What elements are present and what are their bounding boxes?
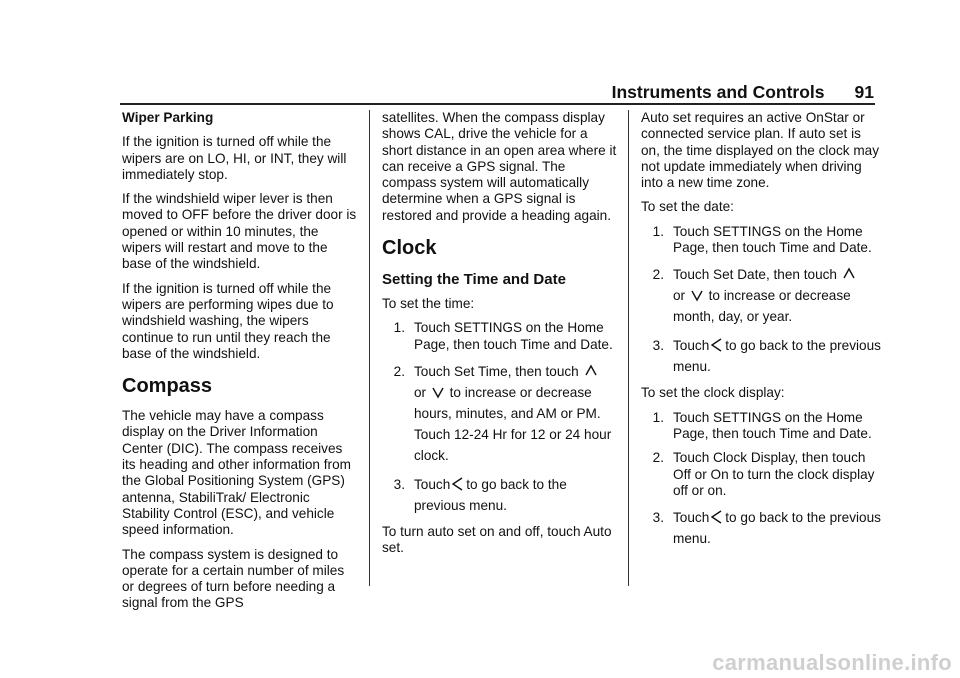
paragraph: The compass system is designed to operate for a certain number of miles or degrees of turn before needing a signal from the GPS: [122, 546, 345, 611]
paragraph: If the ignition is turned off while the wipers are on LO, HI, or INT, they will immediately stop.: [122, 134, 347, 182]
down-arrow-icon: [430, 384, 446, 400]
list-item: 1. Touch SETTINGS on the Home Page, then touch Time and Date.: [652, 409, 872, 441]
list-item: 2. Touch Set Date, then touch or to increase or decrease month, day, or year.: [641, 264, 881, 327]
up-arrow-icon: [583, 363, 599, 379]
section-title: Instruments and Controls: [611, 82, 825, 102]
page-header: [612, 82, 874, 103]
column-divider: [369, 110, 370, 586]
list-item: 2. Touch Clock Display, then touch Off or On to turn the clock display off or on.: [652, 450, 875, 498]
wiper-parking-heading: Wiper Parking: [122, 110, 214, 125]
list-item: 1. Touch SETTINGS on the Home Page, then touch Time and Date.: [652, 223, 872, 256]
list-item: 3. Touch to go back to the previous menu.: [652, 510, 881, 547]
back-arrow-icon: [709, 337, 725, 353]
intro-text: To set the clock display:: [641, 385, 785, 401]
back-arrow-icon: [709, 509, 725, 525]
paragraph: If the windshield wiper lever is then moved to OFF before the driver door is opened or within 10 minutes, the wipers will restart and move to the base of the windshield.: [122, 191, 357, 272]
column-3: [641, 110, 881, 557]
intro-text: To set the time:: [382, 296, 475, 312]
paragraph: The vehicle may have a compass display on the Driver Information Center (DIC). The compass receives its heading and other information from the Global Positioning System (GPS) antenna, StabiliTrak/ Electronic Stability Control (ESC), and vehicle speed information.: [122, 408, 351, 538]
clock-heading: Clock: [382, 237, 437, 260]
paragraph: Auto set requires an active OnStar or connected service plan. If auto set is on, the time displayed on the clock may not update immediately when driving into a new time zone.: [641, 110, 880, 191]
paragraph: To turn auto set on and off, touch Auto set.: [382, 523, 612, 556]
intro-text: To set the date:: [641, 199, 734, 215]
column-divider: [628, 110, 629, 586]
down-arrow-icon: [689, 287, 705, 303]
list-item: 3. Touch to go back to the previous menu.: [652, 338, 881, 375]
column-2: [382, 110, 618, 565]
paragraph: satellites. When the compass display shows CAL, drive the vehicle for a short distance in an open area where it can receive a GPS signal. The compass system will automatically determine when a GPS signal is restored and provide a heading again.: [382, 110, 617, 223]
column-1: [122, 110, 358, 620]
setting-time-heading: Setting the Time and Date: [382, 271, 566, 289]
paragraph: If the ignition is turned off while the wipers are performing wipes due to windshield washing, the wipers continue to run until they reach the base of the windshield.: [122, 280, 334, 361]
header-rule: [120, 103, 875, 105]
list-item: 3. Touch to go back to the previous menu.: [393, 476, 567, 513]
page-number: 91: [854, 82, 874, 102]
back-arrow-icon: [450, 476, 466, 492]
list-item: 2. Touch Set Time, then touch or to increase or decrease hours, minutes, and AM or PM. Touch 12‐24 Hr for 12 or 24 hour clock.: [393, 363, 612, 463]
compass-heading: Compass: [122, 375, 213, 398]
up-arrow-icon: [841, 266, 857, 282]
list-item: 1. Touch SETTINGS on the Home Page, then touch Time and Date.: [393, 320, 613, 352]
watermark: carmanualsonline.info: [712, 650, 952, 675]
